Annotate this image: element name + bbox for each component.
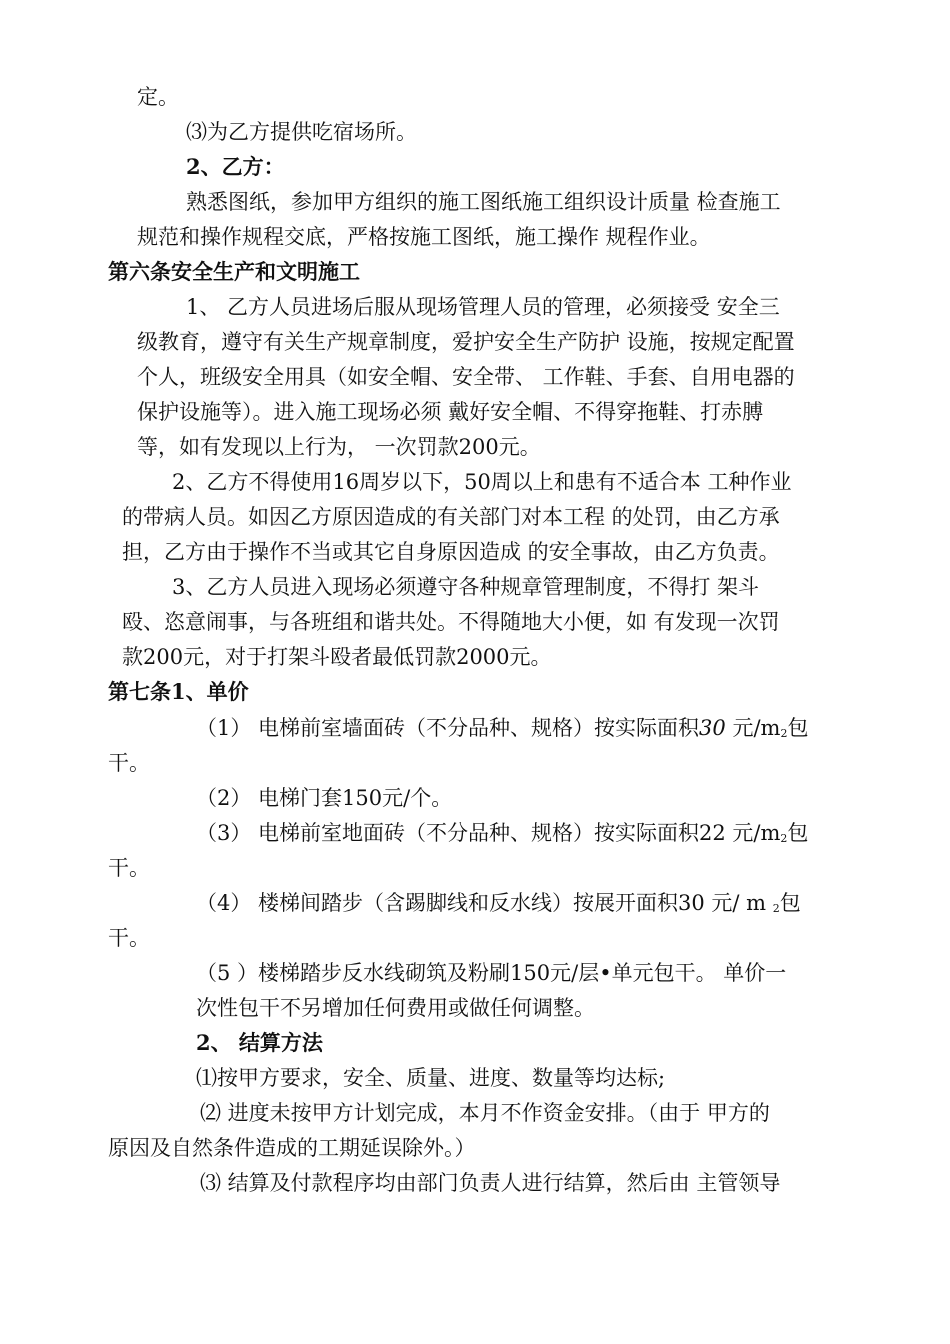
price-unit: 元/m: [725, 716, 781, 740]
text-line: 保护设施等）。进入施工现场必须 戴好安全帽、不得穿拖鞋、打赤膊: [137, 400, 764, 424]
price-item-text: （4） 楼梯间踏步（含踢脚线和反水线）按展开面积30 元/ m: [196, 891, 773, 915]
price-item-text: （3） 电梯前室地面砖（不分品种、规格）按实际面积22 元/m: [196, 821, 781, 845]
subheading: 2、 结算方法: [196, 1030, 323, 1055]
price-item-text: 包: [787, 716, 809, 740]
text-line: 3、乙方人员进入现场必须遵守各种规章管理制度，不得打 架斗: [172, 575, 760, 599]
price-item: [196, 888, 801, 918]
price-item-text: 包: [779, 891, 801, 915]
text-line: 个人，班级安全用具（如安全帽、安全带、 工作鞋、手套、自用电器的: [137, 365, 795, 389]
unit-superscript: 2: [780, 727, 788, 740]
section-heading: 第七条1、单价: [108, 679, 249, 704]
text-line: ⑵ 进度未按甲方计划完成，本月不作资金安排。（由于 甲方的: [200, 1101, 770, 1125]
price-item-text: 包: [787, 821, 809, 845]
price-item: [196, 713, 808, 743]
text-line: 级教育，遵守有关生产规章制度，爱护安全生产防护 设施，按规定配置: [137, 330, 795, 354]
text-line: 担，乙方由于操作不当或其它自身原因造成 的安全事故，由乙方负责。: [122, 540, 780, 564]
text-line: 的带病人员。如因乙方原因造成的有关部门对本工程 的处罚，由乙方承: [122, 505, 780, 529]
text-line: 干。: [108, 926, 150, 950]
text-line: 原因及自然条件造成的工期延误除外。）: [108, 1136, 476, 1160]
price-item: （2） 电梯门套150元/个。: [196, 786, 453, 810]
text-line: 殴、恣意闹事，与各班组和谐共处。不得随地大小便，如 有发现一次罚: [122, 610, 780, 634]
price-item-text: （1） 电梯前室墙面砖（不分品种、规格）按实际面积: [196, 716, 700, 740]
text-line: ⑶为乙方提供吃宿场所。: [186, 120, 417, 144]
text-line: 干。: [108, 751, 150, 775]
text-line: 定。: [137, 85, 179, 109]
text-line: 1、 乙方人员进场后服从现场管理人员的管理，必须接受 安全三: [186, 295, 780, 319]
text-line: 次性包干不另增加任何费用或做任何调整。: [196, 996, 595, 1020]
text-line: 熟悉图纸，参加甲方组织的施工图纸施工组织设计质量 检查施工: [186, 190, 781, 214]
price-value: 30: [699, 716, 726, 740]
section-heading: 第六条安全生产和文明施工: [108, 259, 360, 284]
unit-superscript: 2: [772, 902, 780, 915]
unit-superscript: 2: [780, 832, 788, 845]
price-item: [196, 818, 808, 848]
text-line: 干。: [108, 856, 150, 880]
text-line: 规范和操作规程交底，严格按施工图纸，施工操作 规程作业。: [137, 225, 711, 249]
text-line: 等，如有发现以上行为， 一次罚款200元。: [137, 435, 541, 459]
text-line: 款200元，对于打架斗殴者最低罚款2000元。: [122, 645, 552, 669]
text-line: 2、乙方不得使用16周岁以下，50周以上和患有不适合本 工种作业: [172, 470, 792, 494]
text-line: ⑴按甲方要求，安全、质量、进度、数量等均达标;: [196, 1066, 666, 1090]
subheading: 2、乙方：: [186, 154, 285, 179]
price-item: （5 ）楼梯踏步反水线砌筑及粉刷150元/层•单元包干。 单价一: [196, 961, 787, 985]
text-line: ⑶ 结算及付款程序均由部门负责人进行结算，然后由 主管领导: [200, 1171, 781, 1195]
